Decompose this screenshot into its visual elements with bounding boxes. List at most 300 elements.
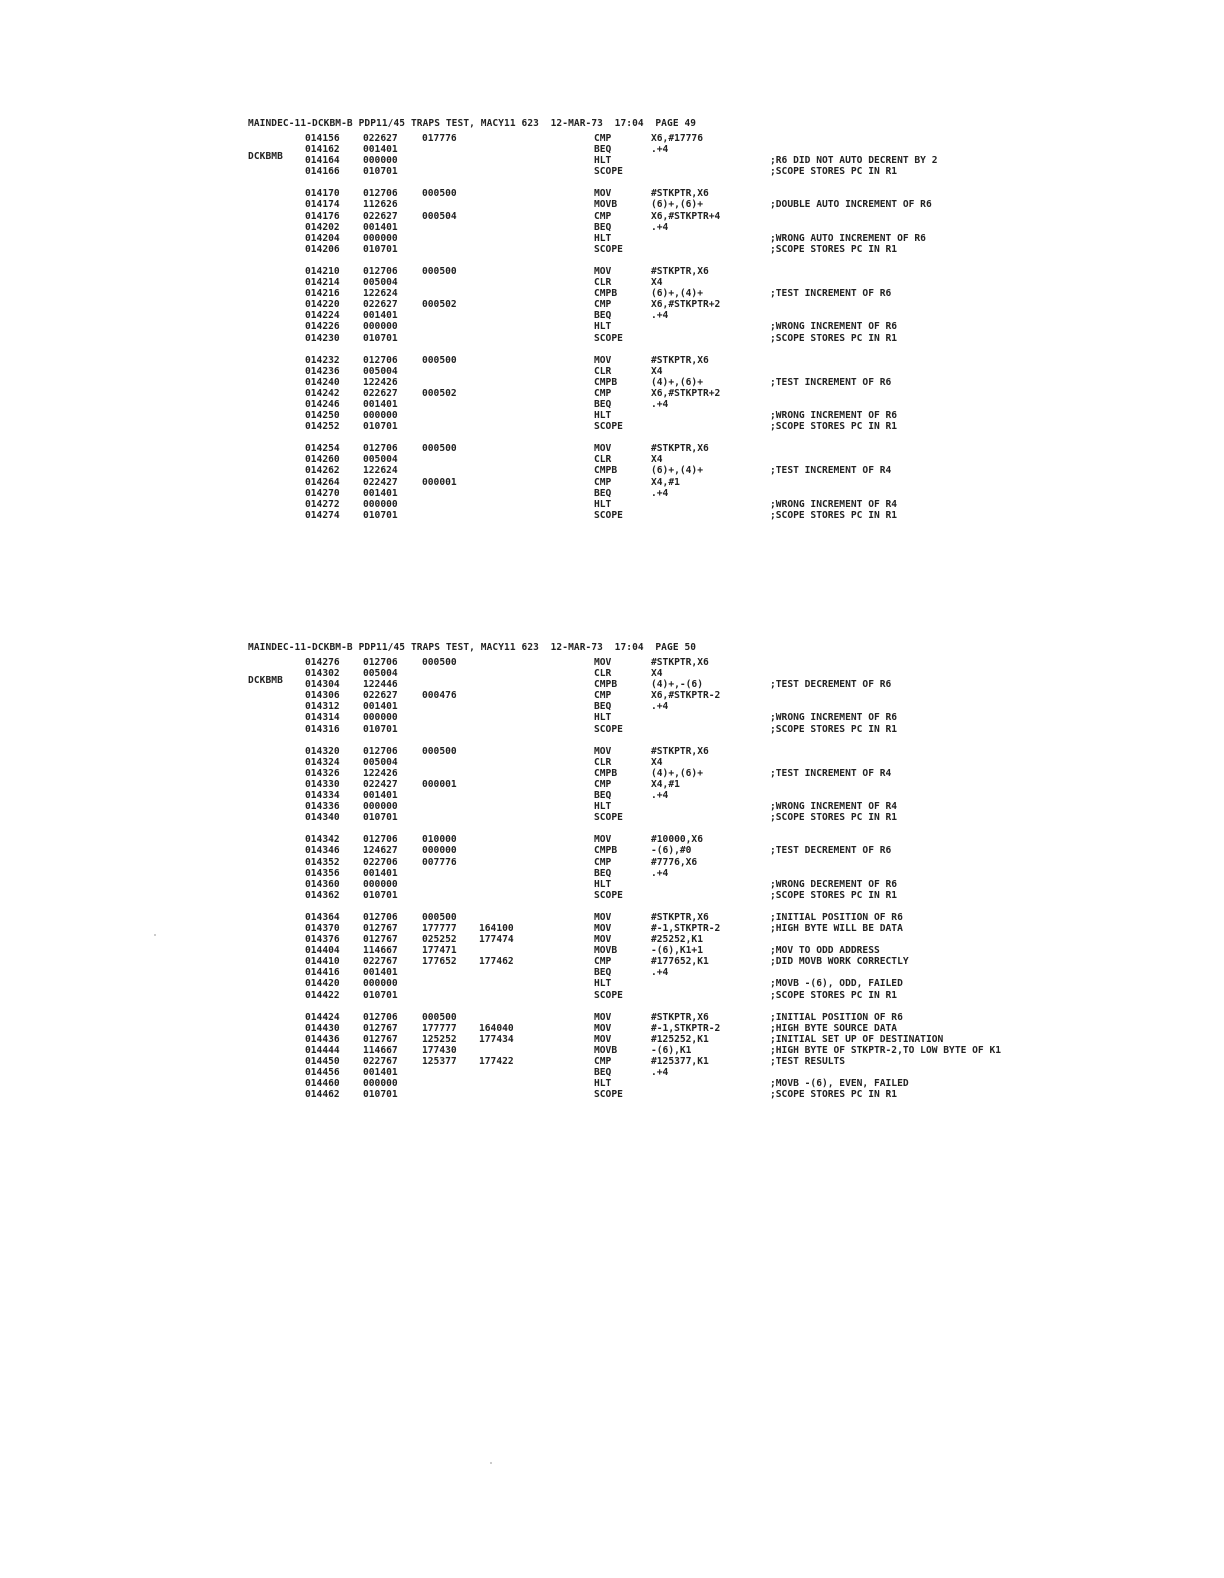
line-comment: ;HIGH BYTE WILL BE DATA xyxy=(770,922,903,934)
line-word2: 000502 xyxy=(422,387,457,399)
line-opcode: CMPB xyxy=(594,845,618,857)
line-address: 014460 xyxy=(305,1078,340,1090)
listing-line xyxy=(0,1067,1224,1078)
line-operand: (6)+,(4)+ xyxy=(651,288,703,300)
line-opcode: SCOPE xyxy=(594,1089,623,1101)
line-address: 014210 xyxy=(305,265,340,277)
line-address: 014174 xyxy=(305,199,340,211)
line-word1: 001401 xyxy=(363,487,398,499)
line-address: 014422 xyxy=(305,989,340,1001)
line-address: 014356 xyxy=(305,867,340,879)
line-opcode: SCOPE xyxy=(594,812,623,824)
line-comment: ;MOV TO ODD ADDRESS xyxy=(770,945,880,957)
line-address: 014162 xyxy=(305,144,340,156)
line-operand: X4 xyxy=(651,668,663,680)
listing-line xyxy=(0,967,1224,978)
line-word1: 122624 xyxy=(363,465,398,477)
listing-line xyxy=(0,923,1224,934)
line-word1: 001401 xyxy=(363,310,398,322)
line-operand: X4,#1 xyxy=(651,778,680,790)
line-word1: 022767 xyxy=(363,956,398,968)
line-comment: ;R6 DID NOT AUTO DECRENT BY 2 xyxy=(770,155,938,167)
listing-line xyxy=(0,712,1224,723)
line-word1: 012767 xyxy=(363,1022,398,1034)
line-word2: 177777 xyxy=(422,1022,457,1034)
line-comment: ;MOVB -(6), EVEN, FAILED xyxy=(770,1078,909,1090)
line-opcode: BEQ xyxy=(594,144,612,156)
listing-line xyxy=(0,890,1224,901)
line-comment: ;DOUBLE AUTO INCREMENT OF R6 xyxy=(770,199,932,211)
listing-line xyxy=(0,956,1224,967)
listing-line xyxy=(0,934,1224,945)
line-operand: X4 xyxy=(651,756,663,768)
line-operand: #-1,STKPTR-2 xyxy=(651,1022,721,1034)
line-address: 014202 xyxy=(305,221,340,233)
line-opcode: HLT xyxy=(594,801,612,813)
listing-line xyxy=(0,790,1224,801)
line-opcode: MOV xyxy=(594,657,612,668)
code-block xyxy=(0,912,1224,1001)
listing-line xyxy=(0,233,1224,244)
line-word1: 010701 xyxy=(363,332,398,344)
line-word1: 001401 xyxy=(363,398,398,410)
line-operand: (6)+,(6)+ xyxy=(651,199,703,211)
line-address: 014252 xyxy=(305,421,340,433)
line-word1: 000000 xyxy=(363,878,398,890)
line-word2: 177430 xyxy=(422,1044,457,1056)
listing-line xyxy=(0,188,1224,199)
page-49-listing xyxy=(0,133,1224,532)
code-block xyxy=(0,266,1224,344)
line-word1: 114667 xyxy=(363,1044,398,1056)
page-50-listing xyxy=(0,657,1224,1111)
code-block xyxy=(0,657,1224,735)
line-word1: 012706 xyxy=(363,834,398,846)
line-operand: -(6),K1 xyxy=(651,1044,692,1056)
line-opcode: BEQ xyxy=(594,701,612,713)
line-word1: 001401 xyxy=(363,701,398,713)
line-operand: X6,#STKPTR+4 xyxy=(651,210,721,222)
line-comment: ;INITIAL SET UP OF DESTINATION xyxy=(770,1033,944,1045)
line-word1: 010701 xyxy=(363,166,398,178)
line-opcode: MOV xyxy=(594,834,612,846)
listing-line xyxy=(0,266,1224,277)
line-address: 014206 xyxy=(305,243,340,255)
listing-line xyxy=(0,812,1224,823)
line-opcode: BEQ xyxy=(594,867,612,879)
line-comment: ;TEST INCREMENT OF R6 xyxy=(770,288,892,300)
listing-line xyxy=(0,510,1224,521)
line-opcode: BEQ xyxy=(594,398,612,410)
line-opcode: MOV xyxy=(594,265,612,277)
line-word1: 012767 xyxy=(363,1033,398,1045)
line-address: 014204 xyxy=(305,232,340,244)
line-operand: .+4 xyxy=(651,310,669,322)
line-word1: 001401 xyxy=(363,1067,398,1079)
line-word1: 022627 xyxy=(363,387,398,399)
line-operand: .+4 xyxy=(651,487,669,499)
line-comment: ;WRONG DECREMENT OF R6 xyxy=(770,878,898,890)
line-opcode: MOVB xyxy=(594,1044,618,1056)
line-address: 014164 xyxy=(305,155,340,167)
line-opcode: BEQ xyxy=(594,790,612,802)
line-word1: 022627 xyxy=(363,133,398,144)
line-opcode: CLR xyxy=(594,756,612,768)
listing-line xyxy=(0,746,1224,757)
listing-line xyxy=(0,701,1224,712)
line-operand: #STKPTR,X6 xyxy=(651,188,709,200)
line-opcode: HLT xyxy=(594,410,612,422)
line-address: 014326 xyxy=(305,767,340,779)
line-word2: 017776 xyxy=(422,133,457,144)
line-opcode: CMP xyxy=(594,299,612,311)
line-word1: 010701 xyxy=(363,509,398,521)
line-address: 014220 xyxy=(305,299,340,311)
line-address: 014420 xyxy=(305,978,340,990)
line-word2: 000502 xyxy=(422,299,457,311)
line-opcode: CMP xyxy=(594,476,612,488)
line-opcode: CLR xyxy=(594,668,612,680)
line-word1: 022706 xyxy=(363,856,398,868)
line-opcode: CLR xyxy=(594,365,612,377)
line-opcode: SCOPE xyxy=(594,166,623,178)
listing-line xyxy=(0,465,1224,476)
line-word3: 177422 xyxy=(479,1056,514,1067)
line-word3: 177434 xyxy=(479,1033,514,1045)
line-address: 014450 xyxy=(305,1056,340,1067)
line-word3: 164040 xyxy=(479,1022,514,1034)
line-address: 014264 xyxy=(305,476,340,488)
line-address: 014334 xyxy=(305,790,340,802)
line-word1: 124627 xyxy=(363,845,398,857)
line-opcode: MOV xyxy=(594,745,612,757)
line-address: 014370 xyxy=(305,922,340,934)
line-operand: X6,#17776 xyxy=(651,133,703,144)
line-word1: 022427 xyxy=(363,778,398,790)
line-word1: 022627 xyxy=(363,210,398,222)
line-address: 014232 xyxy=(305,354,340,366)
line-comment: ;WRONG INCREMENT OF R6 xyxy=(770,321,898,333)
line-opcode: CMPB xyxy=(594,288,618,300)
line-word1: 012706 xyxy=(363,188,398,200)
line-operand: (4)+,-(6) xyxy=(651,679,703,691)
line-comment: ;TEST INCREMENT OF R4 xyxy=(770,465,892,477)
line-opcode: HLT xyxy=(594,321,612,333)
line-word1: 000000 xyxy=(363,232,398,244)
line-comment: ;WRONG INCREMENT OF R6 xyxy=(770,410,898,422)
listing-line xyxy=(0,757,1224,768)
listing-line xyxy=(0,768,1224,779)
line-word1: 001401 xyxy=(363,790,398,802)
line-opcode: CMP xyxy=(594,387,612,399)
line-word1: 012706 xyxy=(363,911,398,923)
line-opcode: BEQ xyxy=(594,310,612,322)
line-opcode: CMP xyxy=(594,956,612,968)
line-word1: 000000 xyxy=(363,801,398,813)
line-address: 014340 xyxy=(305,812,340,824)
listing-line xyxy=(0,333,1224,344)
line-address: 014316 xyxy=(305,723,340,735)
listing-line xyxy=(0,133,1224,144)
listing-line xyxy=(0,657,1224,668)
code-block xyxy=(0,834,1224,901)
line-word1: 122624 xyxy=(363,288,398,300)
line-word2: 000500 xyxy=(422,657,457,668)
line-address: 014404 xyxy=(305,945,340,957)
listing-line xyxy=(0,299,1224,310)
line-word1: 001401 xyxy=(363,967,398,979)
line-address: 014272 xyxy=(305,498,340,510)
line-word1: 001401 xyxy=(363,867,398,879)
line-operand: (6)+,(4)+ xyxy=(651,465,703,477)
listing-line xyxy=(0,1045,1224,1056)
line-comment: ;HIGH BYTE SOURCE DATA xyxy=(770,1022,898,1034)
line-opcode: CMPB xyxy=(594,767,618,779)
line-address: 014260 xyxy=(305,454,340,466)
line-address: 014262 xyxy=(305,465,340,477)
line-opcode: MOV xyxy=(594,354,612,366)
line-operand: -(6),#0 xyxy=(651,845,692,857)
line-comment: ;SCOPE STORES PC IN R1 xyxy=(770,243,898,255)
listing-line xyxy=(0,321,1224,332)
line-address: 014224 xyxy=(305,310,340,322)
listing-line xyxy=(0,388,1224,399)
line-address: 014226 xyxy=(305,321,340,333)
line-address: 014246 xyxy=(305,398,340,410)
line-address: 014166 xyxy=(305,166,340,178)
line-opcode: MOV xyxy=(594,922,612,934)
line-opcode: CLR xyxy=(594,454,612,466)
listing-line xyxy=(0,1034,1224,1045)
listing-line xyxy=(0,155,1224,166)
line-address: 014462 xyxy=(305,1089,340,1101)
line-word1: 122426 xyxy=(363,767,398,779)
line-opcode: MOVB xyxy=(594,199,618,211)
listing-line xyxy=(0,454,1224,465)
line-comment: ;INITIAL POSITION OF R6 xyxy=(770,911,903,923)
line-word1: 010701 xyxy=(363,889,398,901)
line-word1: 005004 xyxy=(363,277,398,289)
line-word1: 000000 xyxy=(363,498,398,510)
line-comment: ;WRONG INCREMENT OF R6 xyxy=(770,712,898,724)
listing-line xyxy=(0,668,1224,679)
line-address: 014242 xyxy=(305,387,340,399)
line-word2: 000500 xyxy=(422,443,457,455)
line-word2: 177777 xyxy=(422,922,457,934)
line-comment: ;TEST INCREMENT OF R4 xyxy=(770,767,892,779)
listing-line xyxy=(0,724,1224,735)
line-operand: #STKPTR,X6 xyxy=(651,443,709,455)
line-operand: #10000,X6 xyxy=(651,834,703,846)
line-address: 014214 xyxy=(305,277,340,289)
listing-line xyxy=(0,277,1224,288)
line-word1: 022627 xyxy=(363,690,398,702)
scan-speck xyxy=(490,1462,492,1464)
line-address: 014302 xyxy=(305,668,340,680)
line-comment: ;TEST INCREMENT OF R6 xyxy=(770,376,892,388)
line-address: 014320 xyxy=(305,745,340,757)
line-operand: .+4 xyxy=(651,790,669,802)
line-opcode: SCOPE xyxy=(594,989,623,1001)
listing-line xyxy=(0,222,1224,233)
line-operand: (4)+,(6)+ xyxy=(651,767,703,779)
line-opcode: SCOPE xyxy=(594,243,623,255)
line-word1: 122446 xyxy=(363,679,398,691)
line-word2: 007776 xyxy=(422,856,457,868)
line-word1: 000000 xyxy=(363,410,398,422)
line-address: 014336 xyxy=(305,801,340,813)
listing-line xyxy=(0,1078,1224,1089)
line-word2: 177652 xyxy=(422,956,457,968)
line-word2: 125377 xyxy=(422,1056,457,1067)
line-operand: #-1,STKPTR-2 xyxy=(651,922,721,934)
line-word3: 177462 xyxy=(479,956,514,968)
code-block xyxy=(0,746,1224,824)
line-operand: #STKPTR,X6 xyxy=(651,1011,709,1023)
line-opcode: CMP xyxy=(594,210,612,222)
line-operand: #7776,X6 xyxy=(651,856,698,868)
line-operand: .+4 xyxy=(651,144,669,156)
line-word2: 000500 xyxy=(422,745,457,757)
listing-line xyxy=(0,834,1224,845)
line-word1: 010701 xyxy=(363,1089,398,1101)
line-word2: 010000 xyxy=(422,834,457,846)
line-opcode: CMP xyxy=(594,133,612,144)
line-comment: ;WRONG INCREMENT OF R4 xyxy=(770,801,898,813)
line-opcode: HLT xyxy=(594,232,612,244)
line-address: 014270 xyxy=(305,487,340,499)
line-operand: X4 xyxy=(651,454,663,466)
listing-line xyxy=(0,779,1224,790)
listing-line xyxy=(0,1056,1224,1067)
listing-line xyxy=(0,879,1224,890)
listing-line xyxy=(0,166,1224,177)
line-address: 014304 xyxy=(305,679,340,691)
line-address: 014314 xyxy=(305,712,340,724)
line-operand: X6,#STKPTR+2 xyxy=(651,299,721,311)
line-word1: 010701 xyxy=(363,812,398,824)
line-opcode: CMPB xyxy=(594,465,618,477)
listing-line xyxy=(0,410,1224,421)
line-address: 014352 xyxy=(305,856,340,868)
line-opcode: MOV xyxy=(594,1033,612,1045)
line-address: 014342 xyxy=(305,834,340,846)
line-operand: #125252,K1 xyxy=(651,1033,709,1045)
line-address: 014324 xyxy=(305,756,340,768)
line-address: 014346 xyxy=(305,845,340,857)
line-address: 014274 xyxy=(305,509,340,521)
listing-line xyxy=(0,857,1224,868)
line-comment: ;SCOPE STORES PC IN R1 xyxy=(770,723,898,735)
line-address: 014424 xyxy=(305,1011,340,1023)
line-operand: #STKPTR,X6 xyxy=(651,354,709,366)
line-comment: ;SCOPE STORES PC IN R1 xyxy=(770,166,898,178)
line-comment: ;SCOPE STORES PC IN R1 xyxy=(770,1089,898,1101)
line-address: 014236 xyxy=(305,365,340,377)
line-comment: ;INITIAL POSITION OF R6 xyxy=(770,1011,903,1023)
listing-line xyxy=(0,868,1224,879)
line-opcode: CLR xyxy=(594,277,612,289)
line-word1: 012767 xyxy=(363,934,398,946)
line-address: 014456 xyxy=(305,1067,340,1079)
listing-line xyxy=(0,1012,1224,1023)
line-opcode: HLT xyxy=(594,712,612,724)
line-word1: 012767 xyxy=(363,922,398,934)
line-word2: 000500 xyxy=(422,911,457,923)
line-word1: 000000 xyxy=(363,321,398,333)
line-address: 014362 xyxy=(305,889,340,901)
line-word1: 112626 xyxy=(363,199,398,211)
line-opcode: MOV xyxy=(594,1022,612,1034)
line-word2: 000500 xyxy=(422,354,457,366)
listing-line xyxy=(0,1089,1224,1100)
listing-line xyxy=(0,211,1224,222)
line-word1: 012706 xyxy=(363,354,398,366)
line-opcode: MOV xyxy=(594,911,612,923)
line-address: 014276 xyxy=(305,657,340,668)
listing-line xyxy=(0,355,1224,366)
line-word1: 001401 xyxy=(363,221,398,233)
line-address: 014444 xyxy=(305,1044,340,1056)
line-operand: #STKPTR,X6 xyxy=(651,745,709,757)
line-operand: X4,#1 xyxy=(651,476,680,488)
scan-speck xyxy=(154,934,156,936)
line-comment: ;HIGH BYTE OF STKPTR-2,TO LOW BYTE OF K1 xyxy=(770,1044,1002,1056)
line-address: 014416 xyxy=(305,967,340,979)
line-word1: 012706 xyxy=(363,745,398,757)
line-operand: .+4 xyxy=(651,221,669,233)
line-word2: 000500 xyxy=(422,1011,457,1023)
line-comment: ;TEST DECREMENT OF R6 xyxy=(770,679,892,691)
line-address: 014216 xyxy=(305,288,340,300)
line-word2: 000476 xyxy=(422,690,457,702)
line-word1: 012706 xyxy=(363,265,398,277)
line-opcode: HLT xyxy=(594,498,612,510)
line-comment: ;WRONG AUTO INCREMENT OF R6 xyxy=(770,232,926,244)
page-49-subheader: DCKBMB xyxy=(248,151,283,162)
page-49-title: MAINDEC-11-DCKBM-B PDP11/45 TRAPS TEST, MACY11 623 12-MAR-73 17:04 PAGE 49 xyxy=(248,118,697,129)
line-comment: ;DID MOVB WORK CORRECTLY xyxy=(770,956,909,968)
line-word2: 025252 xyxy=(422,934,457,946)
line-comment: ;SCOPE STORES PC IN R1 xyxy=(770,509,898,521)
line-opcode: CMP xyxy=(594,778,612,790)
listing-line xyxy=(0,244,1224,255)
line-opcode: BEQ xyxy=(594,221,612,233)
line-word1: 114667 xyxy=(363,945,398,957)
line-comment: ;TEST RESULTS xyxy=(770,1056,846,1067)
line-word1: 005004 xyxy=(363,454,398,466)
line-word1: 012706 xyxy=(363,657,398,668)
line-operand: .+4 xyxy=(651,398,669,410)
line-word1: 012706 xyxy=(363,443,398,455)
listing-line xyxy=(0,1023,1224,1034)
line-word3: 177474 xyxy=(479,934,514,946)
listing-line xyxy=(0,978,1224,989)
line-opcode: HLT xyxy=(594,1078,612,1090)
line-opcode: SCOPE xyxy=(594,889,623,901)
line-operand: .+4 xyxy=(651,967,669,979)
listing-line xyxy=(0,690,1224,701)
listing-line xyxy=(0,199,1224,210)
line-opcode: CMP xyxy=(594,690,612,702)
line-word1: 000000 xyxy=(363,978,398,990)
line-word1: 000000 xyxy=(363,155,398,167)
listing-line xyxy=(0,679,1224,690)
line-comment: ;TEST DECREMENT OF R6 xyxy=(770,845,892,857)
listing-line xyxy=(0,801,1224,812)
line-opcode: SCOPE xyxy=(594,723,623,735)
line-word2: 000500 xyxy=(422,188,457,200)
